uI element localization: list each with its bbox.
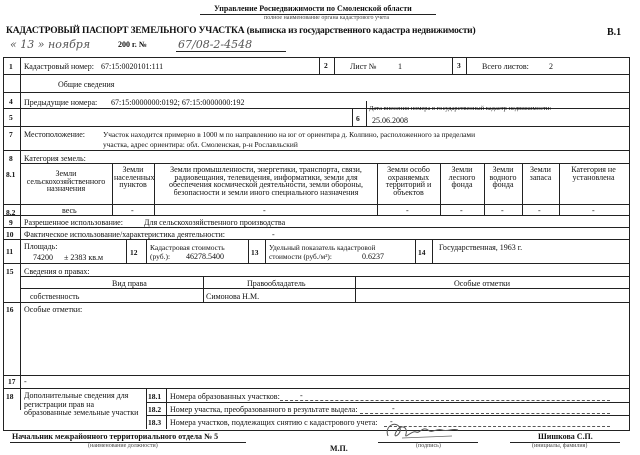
rights-header-type: Вид права: [112, 279, 147, 288]
category-value-protected: -: [406, 206, 409, 215]
location-value-line2: участка, адрес ориентира: обл. Смоленская, р-н Рославльский: [103, 140, 298, 149]
actual-use-label: Фактическое использование/характеристика деятельности:: [24, 230, 225, 239]
handwritten-number: 67/08-2-4548: [178, 38, 253, 51]
row-number-9: 9: [9, 218, 13, 227]
formed-plots-value: -: [300, 391, 303, 400]
stamp-place: М.П.: [330, 444, 348, 453]
row-number-5: 5: [9, 113, 13, 122]
entry-date-label: Дата внесения номера в государственный кадастр недвижимости:: [369, 105, 552, 112]
previous-numbers-value: 67:15:0000000:0192; 67:15:0000000:192: [111, 98, 245, 107]
rights-header-notes: Особые отметки: [454, 279, 510, 288]
row-number-17: 17: [8, 377, 16, 386]
specific-value-amount: 0.6237: [362, 252, 384, 261]
sheet-number-label: Лист №: [350, 62, 377, 71]
row-number-18-3: 18.3: [148, 418, 162, 427]
year-number-label: 200 г. №: [118, 40, 147, 49]
category-value-reserve: -: [538, 206, 541, 215]
location-value-line1: Участок находится примерно в 1000 м по направлению на юг от ориентира д. Колпино, расположенного за пределами: [103, 130, 476, 139]
document-title: КАДАСТРОВЫЙ ПАСПОРТ ЗЕМЕЛЬНОГО УЧАСТКА (выписка из государственного кадастра недвижимости): [6, 26, 476, 36]
area-tolerance: ± 2383 кв.м: [64, 253, 104, 262]
row-number-6: 6: [356, 114, 360, 123]
category-header-reserve: Земли запаса: [529, 165, 552, 182]
row17-value: -: [24, 377, 27, 386]
official-position: Начальник межрайонного территориального отдела № 5: [12, 432, 219, 441]
additional-info-label: Дополнительные сведения для регистрации прав на образованные земельные участки: [24, 391, 139, 417]
rights-value-type: собственность: [30, 292, 80, 301]
entry-date-value: 25.06.2008: [372, 116, 408, 125]
land-category-label: Категория земель:: [24, 154, 86, 163]
row-number-18-2: 18.2: [148, 405, 162, 414]
row-number-18: 18: [6, 392, 14, 401]
category-value-undefined: -: [592, 206, 595, 215]
general-info-heading: Общие сведения: [58, 80, 115, 89]
category-value-water: -: [501, 206, 504, 215]
row-number-10: 10: [6, 230, 14, 239]
category-value-agricultural: весь: [62, 206, 77, 215]
location-label: Местоположение:: [24, 130, 85, 139]
row-number-12: 12: [130, 248, 138, 257]
category-value-settlements: -: [131, 206, 134, 215]
transformed-plot-label: Номер участка, преобразованного в результате выдела:: [170, 405, 358, 414]
rights-header-holder: Правообладатель: [247, 279, 306, 288]
row-number-13: 13: [251, 248, 259, 257]
specific-value-label: Удельный показатель кадастровой стоимости (руб./м²):: [269, 243, 376, 261]
category-header-undefined: Категория не установлена: [571, 165, 616, 182]
ownership-form-value: Государственная, 1963 г.: [439, 243, 523, 252]
row-number-1: 1: [9, 62, 13, 71]
position-caption: (наименование должности): [88, 443, 158, 449]
permitted-use-value: Для сельскохозяйственного производства: [144, 218, 286, 227]
category-header-settlements: Земли населенных пунктов: [114, 165, 155, 189]
row-number-4: 4: [9, 97, 13, 106]
actual-use-value: -: [272, 230, 275, 239]
row-number-15: 15: [6, 267, 14, 276]
category-header-agricultural: Земли сельскохозяйственного назначения: [26, 169, 106, 193]
category-value-forest: -: [460, 206, 463, 215]
agency-caption: полное наименование органа кадастрового учета: [264, 15, 390, 21]
category-header-water: Земли водного фонда: [489, 165, 517, 189]
cadastral-number-label: Кадастровый номер:: [24, 62, 94, 71]
row-number-11: 11: [6, 247, 14, 256]
rights-label: Сведения о правах:: [24, 267, 90, 276]
name-caption: (инициалы, фамилия): [532, 443, 588, 449]
row-number-16: 16: [6, 305, 14, 314]
permitted-use-label: Разрешенное использование:: [24, 218, 123, 227]
official-name: Шишкова С.П.: [538, 432, 593, 441]
removed-plots-value: -: [390, 417, 393, 426]
agency-name: Управление Роснедвижимости по Смоленской области: [214, 4, 412, 13]
transformed-plot-value: -: [392, 404, 395, 413]
category-value-industrial: -: [263, 206, 266, 215]
special-notes-label: Особые отметки:: [24, 305, 83, 314]
category-header-industrial: Земли промышленности, энергетики, транспорта, связи, радиовещания, телевидения, информатики, земли для обеспечения космической деятельности, земли обороны, безопасности и земли иного специального назначения: [169, 165, 363, 197]
handwritten-date: « 13 » ноября: [10, 38, 91, 51]
row-number-3: 3: [457, 61, 461, 70]
total-sheets-label: Всего листов:: [482, 62, 529, 71]
row-number-8: 8: [9, 154, 13, 163]
removed-plots-label: Номера участков, подлежащих снятию с кадастрового учета:: [170, 418, 378, 427]
row-number-14: 14: [418, 248, 426, 257]
cadastral-value-label: Кадастровая стоимость (руб.):: [150, 243, 225, 261]
category-header-forest: Земли лесного фонда: [448, 165, 476, 189]
form-code: В.1: [607, 27, 622, 38]
row-number-18-1: 18.1: [148, 392, 162, 401]
signature-caption: (подпись): [416, 443, 441, 449]
cadastral-number-value: 67:15:0020101:111: [101, 62, 164, 71]
formed-plots-label: Номера образованных участков:: [170, 392, 280, 401]
previous-numbers-label: Предыдущие номера:: [24, 98, 98, 107]
cadastral-value-amount: 46278.5400: [186, 252, 224, 261]
total-sheets-value: 2: [549, 62, 553, 71]
area-value: 74200: [33, 253, 53, 262]
row-number-8-1: 8.1: [6, 170, 16, 179]
row-number-7: 7: [9, 130, 13, 139]
signature: [382, 418, 462, 444]
area-label: Площадь:: [24, 242, 58, 251]
sheet-number-value: 1: [398, 62, 402, 71]
row-number-8-2: 8.2: [6, 208, 16, 217]
category-header-protected: Земли особо охраняемых территорий и объектов: [385, 165, 432, 197]
rights-value-holder: Симонова Н.М.: [206, 292, 260, 301]
row-number-2: 2: [324, 61, 328, 70]
